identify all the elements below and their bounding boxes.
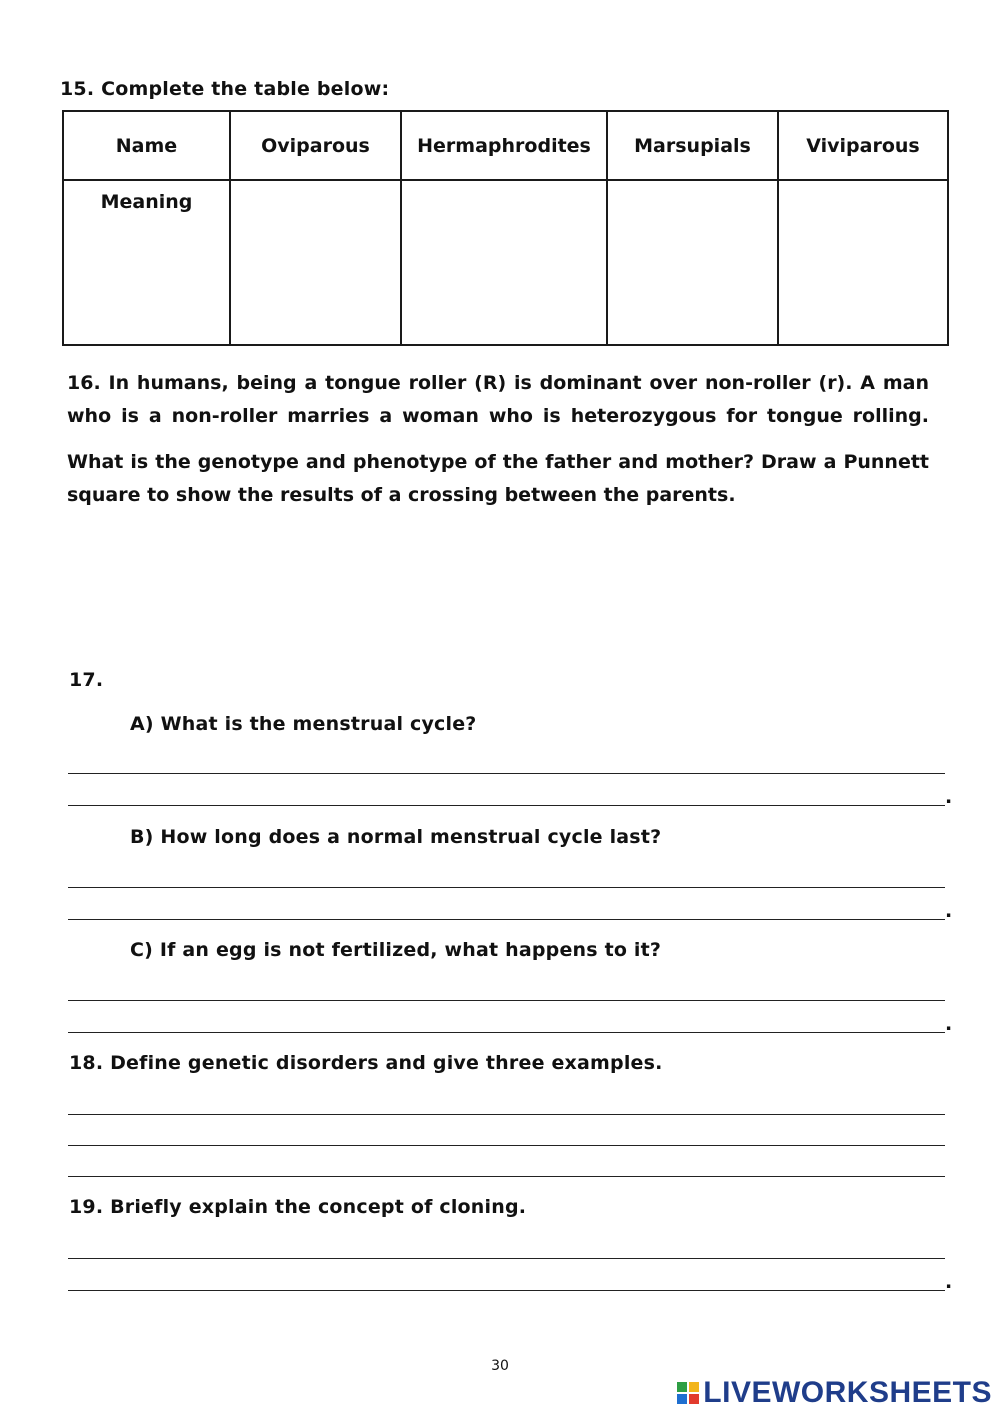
q17b-question: B) How long does a normal menstrual cycle last? xyxy=(130,826,662,848)
line-end-period: . xyxy=(945,1271,953,1293)
answer-line[interactable] xyxy=(68,1258,945,1259)
answer-line[interactable] xyxy=(68,1114,945,1115)
liveworksheets-logo xyxy=(677,1376,992,1410)
line-end-period: . xyxy=(945,900,953,922)
header-viviparous: Viviparous xyxy=(778,111,948,180)
q17c-question: C) If an egg is not fertilized, what happens to it? xyxy=(130,939,662,961)
page-number: 30 xyxy=(491,1358,509,1374)
answer-line[interactable] xyxy=(68,1176,945,1177)
q18-question: 18. Define genetic disorders and give three examples. xyxy=(69,1052,663,1074)
q16-paragraph-1 xyxy=(67,367,929,433)
answer-cell-viviparous[interactable] xyxy=(778,180,948,345)
answer-line[interactable] xyxy=(68,773,945,774)
q17-number: 17. xyxy=(69,669,104,691)
q15-title: 15. Complete the table below: xyxy=(60,78,390,100)
header-marsupials: Marsupials xyxy=(607,111,778,180)
answer-cell-hermaphrodites[interactable] xyxy=(401,180,607,345)
answer-line[interactable] xyxy=(68,805,945,806)
table-meaning-row xyxy=(63,180,948,345)
table-header-row xyxy=(63,111,948,180)
row-label-meaning: Meaning xyxy=(63,180,230,345)
q16-line-2: who is a non-roller marries a woman who is heterozygous for tongue rolling. xyxy=(67,405,929,427)
header-hermaphrodites: Hermaphrodites xyxy=(401,111,607,180)
line-end-period: . xyxy=(945,786,953,808)
q17a-question: A) What is the menstrual cycle? xyxy=(130,713,477,735)
answer-cell-oviparous[interactable] xyxy=(230,180,401,345)
answer-line[interactable] xyxy=(68,1145,945,1146)
q15-table xyxy=(62,110,949,346)
line-end-period: . xyxy=(945,1013,953,1035)
header-name: Name xyxy=(63,111,230,180)
q16-paragraph-2 xyxy=(67,446,929,512)
answer-line[interactable] xyxy=(68,1000,945,1001)
q16-line-3: What is the genotype and phenotype of the father and mother? Draw a Punnett xyxy=(67,451,929,473)
answer-line[interactable] xyxy=(68,1032,945,1033)
header-oviparous: Oviparous xyxy=(230,111,401,180)
q16-line-1: 16. In humans, being a tongue roller (R) is dominant over non-roller (r). A man xyxy=(67,372,929,394)
q16-line-4: square to show the results of a crossing between the parents. xyxy=(67,484,736,506)
q19-question: 19. Briefly explain the concept of cloning. xyxy=(69,1196,527,1218)
answer-cell-marsupials[interactable] xyxy=(607,180,778,345)
answer-line[interactable] xyxy=(68,919,945,920)
q16-answer-area[interactable] xyxy=(67,520,944,650)
answer-line[interactable] xyxy=(68,887,945,888)
brand-name: LIVEWORKSHEETS xyxy=(703,1376,992,1409)
logo-grid-icon xyxy=(677,1382,699,1404)
answer-line[interactable] xyxy=(68,1290,945,1291)
